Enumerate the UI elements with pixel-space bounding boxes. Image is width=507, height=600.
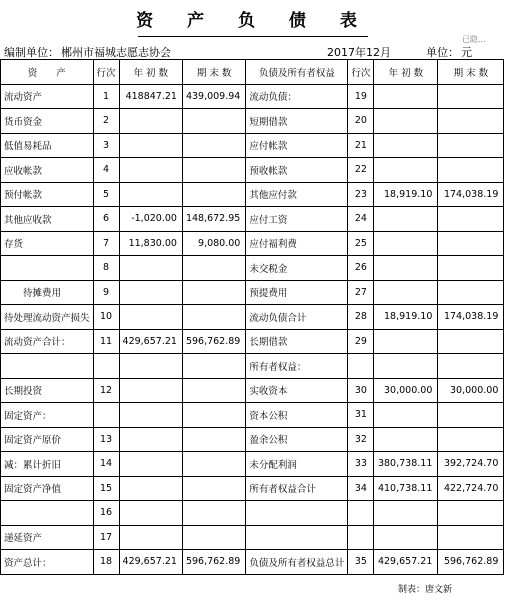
liability-label: 资本公积 (246, 403, 348, 428)
table-row (1, 476, 504, 501)
table-row (1, 452, 504, 477)
asset-line-no: 8 (93, 256, 119, 281)
liability-closing: 174,038.19 (438, 305, 504, 330)
liability-closing (438, 109, 504, 134)
asset-line-no: 6 (93, 207, 119, 232)
liability-line-no: 22 (348, 158, 374, 183)
asset-label: 存货 (1, 231, 94, 256)
asset-opening (119, 354, 182, 379)
liability-label: 预提费用 (246, 280, 348, 305)
asset-label (1, 354, 94, 379)
organization-line (4, 44, 171, 60)
asset-closing: 9,080.00 (182, 231, 245, 256)
asset-label: 固定资产： (1, 403, 94, 428)
liability-label: 负债及所有者权益总计 (246, 550, 348, 575)
asset-line-no: 18 (93, 550, 119, 575)
liability-opening (374, 354, 438, 379)
liability-label: 应付福利费 (246, 231, 348, 256)
liability-line-no: 32 (348, 427, 374, 452)
liability-label: 流动负债： (246, 84, 348, 109)
liability-line-no: 30 (348, 378, 374, 403)
asset-label (1, 501, 94, 526)
asset-closing (182, 354, 245, 379)
asset-closing (182, 256, 245, 281)
liability-opening: 18,919.10 (374, 305, 438, 330)
header-opening-2: 年 初 数 (374, 60, 438, 85)
liability-label: 应付帐款 (246, 133, 348, 158)
liability-opening (374, 501, 438, 526)
liability-opening (374, 280, 438, 305)
liability-closing (438, 84, 504, 109)
liability-label: 所有者权益合计 (246, 476, 348, 501)
liability-line-no: 23 (348, 182, 374, 207)
asset-closing: 596,762.89 (182, 550, 245, 575)
liability-closing: 174,038.19 (438, 182, 504, 207)
liability-opening (374, 109, 438, 134)
liability-closing (438, 329, 504, 354)
table-row (1, 109, 504, 134)
liability-label (246, 525, 348, 550)
asset-label: 流动资产合计： (1, 329, 94, 354)
liability-opening (374, 133, 438, 158)
asset-closing (182, 378, 245, 403)
table-row (1, 158, 504, 183)
liability-line-no: 27 (348, 280, 374, 305)
corner-note: 已隐... (462, 35, 486, 44)
asset-opening (119, 403, 182, 428)
asset-line-no: 14 (93, 452, 119, 477)
table-row (1, 182, 504, 207)
table-row (1, 231, 504, 256)
liability-opening (374, 256, 438, 281)
asset-label: 应收帐款 (1, 158, 94, 183)
header-opening: 年 初 数 (119, 60, 182, 85)
organization-name: 郴州市福城志愿志协会 (61, 46, 171, 59)
asset-line-no: 17 (93, 525, 119, 550)
liability-closing (438, 403, 504, 428)
prepared-by-label: 制表： (398, 585, 426, 595)
liability-opening (374, 231, 438, 256)
liability-line-no: 24 (348, 207, 374, 232)
liability-opening (374, 403, 438, 428)
table-row (1, 550, 504, 575)
asset-label: 货币资金 (1, 109, 94, 134)
liability-opening: 429,657.21 (374, 550, 438, 575)
asset-opening: 429,657.21 (119, 329, 182, 354)
asset-closing (182, 280, 245, 305)
asset-opening (119, 378, 182, 403)
liability-line-no: 28 (348, 305, 374, 330)
asset-closing (182, 525, 245, 550)
liability-opening: 18,919.10 (374, 182, 438, 207)
asset-label: 固定资产原价 (1, 427, 94, 452)
asset-line-no: 15 (93, 476, 119, 501)
organization-label: 编制单位： (4, 46, 59, 59)
asset-label: 待摊费用 (1, 280, 94, 305)
liability-line-no: 31 (348, 403, 374, 428)
asset-line-no: 3 (93, 133, 119, 158)
asset-closing (182, 109, 245, 134)
asset-label: 待处理流动资产损失 (1, 305, 94, 330)
table-row (1, 329, 504, 354)
liability-line-no: 20 (348, 109, 374, 134)
liability-opening (374, 84, 438, 109)
liability-closing: 596,762.89 (438, 550, 504, 575)
report-title: 资 产 负 债 表 (136, 11, 371, 31)
header-line-no-2: 行次 (348, 60, 374, 85)
asset-line-no: 7 (93, 231, 119, 256)
asset-line-no: 10 (93, 305, 119, 330)
asset-label: 减：累计折旧 (1, 452, 94, 477)
liability-label: 实收资本 (246, 378, 348, 403)
asset-label: 递延资产 (1, 525, 94, 550)
prepared-by-name: 唐文新 (425, 585, 453, 595)
asset-closing (182, 476, 245, 501)
liability-closing (438, 280, 504, 305)
liability-opening (374, 158, 438, 183)
table-row (1, 427, 504, 452)
asset-closing (182, 158, 245, 183)
asset-opening (119, 280, 182, 305)
asset-closing (182, 427, 245, 452)
asset-line-no: 13 (93, 427, 119, 452)
prepared-by (398, 582, 452, 595)
liability-label: 流动负债合计 (246, 305, 348, 330)
asset-closing: 596,762.89 (182, 329, 245, 354)
table-row (1, 403, 504, 428)
table-row (1, 256, 504, 281)
liability-label (246, 501, 348, 526)
header-closing-2: 期 末 数 (438, 60, 504, 85)
liability-line-no: 33 (348, 452, 374, 477)
asset-opening (119, 305, 182, 330)
asset-opening (119, 256, 182, 281)
asset-closing (182, 305, 245, 330)
asset-line-no: 16 (93, 501, 119, 526)
currency-label: 单位： (426, 46, 459, 59)
table-row (1, 354, 504, 379)
liability-closing: 30,000.00 (438, 378, 504, 403)
liability-line-no (348, 525, 374, 550)
asset-closing (182, 133, 245, 158)
liability-label: 盈余公积 (246, 427, 348, 452)
header-liabilities-equity: 负债及所有者权益 (246, 60, 348, 85)
liability-line-no: 21 (348, 133, 374, 158)
table-row (1, 525, 504, 550)
asset-closing: 439,009.94 (182, 84, 245, 109)
asset-opening (119, 158, 182, 183)
report-date: 2017年12月 (327, 46, 391, 59)
table-row (1, 501, 504, 526)
liability-line-no: 34 (348, 476, 374, 501)
liability-closing (438, 525, 504, 550)
asset-opening (119, 501, 182, 526)
asset-closing (182, 452, 245, 477)
asset-label (1, 256, 94, 281)
liability-label: 应付工资 (246, 207, 348, 232)
asset-opening (119, 427, 182, 452)
asset-label: 流动资产 (1, 84, 94, 109)
asset-opening: 11,830.00 (119, 231, 182, 256)
liability-opening (374, 329, 438, 354)
asset-closing: 148,672.95 (182, 207, 245, 232)
asset-closing (182, 403, 245, 428)
liability-label: 未分配利润 (246, 452, 348, 477)
asset-line-no (93, 403, 119, 428)
asset-opening (119, 525, 182, 550)
table-row (1, 305, 504, 330)
liability-closing (438, 133, 504, 158)
header-assets: 资 产 (1, 60, 94, 85)
liability-line-no: 26 (348, 256, 374, 281)
liability-closing: 422,724.70 (438, 476, 504, 501)
liability-label: 预收帐款 (246, 158, 348, 183)
liability-label: 长期借款 (246, 329, 348, 354)
table-row (1, 378, 504, 403)
liability-opening (374, 207, 438, 232)
liability-closing (438, 354, 504, 379)
liability-closing: 392,724.70 (438, 452, 504, 477)
asset-opening (119, 133, 182, 158)
asset-line-no: 12 (93, 378, 119, 403)
liability-label: 其他应付款 (246, 182, 348, 207)
liability-line-no: 29 (348, 329, 374, 354)
asset-label: 资产总计： (1, 550, 94, 575)
asset-closing (182, 182, 245, 207)
liability-label: 短期借款 (246, 109, 348, 134)
asset-line-no: 11 (93, 329, 119, 354)
table-header-row (1, 60, 504, 85)
liability-label: 所有者权益： (246, 354, 348, 379)
liability-line-no: 25 (348, 231, 374, 256)
asset-line-no: 4 (93, 158, 119, 183)
table-row (1, 133, 504, 158)
asset-line-no: 1 (93, 84, 119, 109)
liability-closing (438, 256, 504, 281)
liability-line-no (348, 354, 374, 379)
table-row (1, 280, 504, 305)
asset-line-no: 5 (93, 182, 119, 207)
liability-opening: 30,000.00 (374, 378, 438, 403)
balance-sheet-table (0, 59, 504, 575)
asset-label: 其他应收款 (1, 207, 94, 232)
title-underline (138, 36, 368, 37)
asset-opening: 418847.21 (119, 84, 182, 109)
asset-label: 预付帐款 (1, 182, 94, 207)
asset-closing (182, 501, 245, 526)
table-row (1, 84, 504, 109)
asset-line-no: 9 (93, 280, 119, 305)
asset-opening: -1,020.00 (119, 207, 182, 232)
liability-line-no: 19 (348, 84, 374, 109)
table-row (1, 207, 504, 232)
liability-closing (438, 501, 504, 526)
asset-opening (119, 452, 182, 477)
header-line-no: 行次 (93, 60, 119, 85)
liability-line-no (348, 501, 374, 526)
asset-label: 长期投资 (1, 378, 94, 403)
liability-closing (438, 207, 504, 232)
asset-label: 低值易耗品 (1, 133, 94, 158)
asset-opening: 429,657.21 (119, 550, 182, 575)
currency-value: 元 (461, 46, 472, 59)
header-closing: 期 末 数 (182, 60, 245, 85)
liability-line-no: 35 (348, 550, 374, 575)
asset-opening (119, 109, 182, 134)
liability-label: 未交税金 (246, 256, 348, 281)
liability-opening: 380,738.11 (374, 452, 438, 477)
asset-line-no: 2 (93, 109, 119, 134)
liability-closing (438, 158, 504, 183)
asset-label: 固定资产净值 (1, 476, 94, 501)
liability-opening: 410,738.11 (374, 476, 438, 501)
asset-opening (119, 182, 182, 207)
asset-line-no (93, 354, 119, 379)
liability-opening (374, 525, 438, 550)
currency-line (426, 44, 472, 60)
liability-closing (438, 231, 504, 256)
liability-opening (374, 427, 438, 452)
asset-opening (119, 476, 182, 501)
liability-closing (438, 427, 504, 452)
